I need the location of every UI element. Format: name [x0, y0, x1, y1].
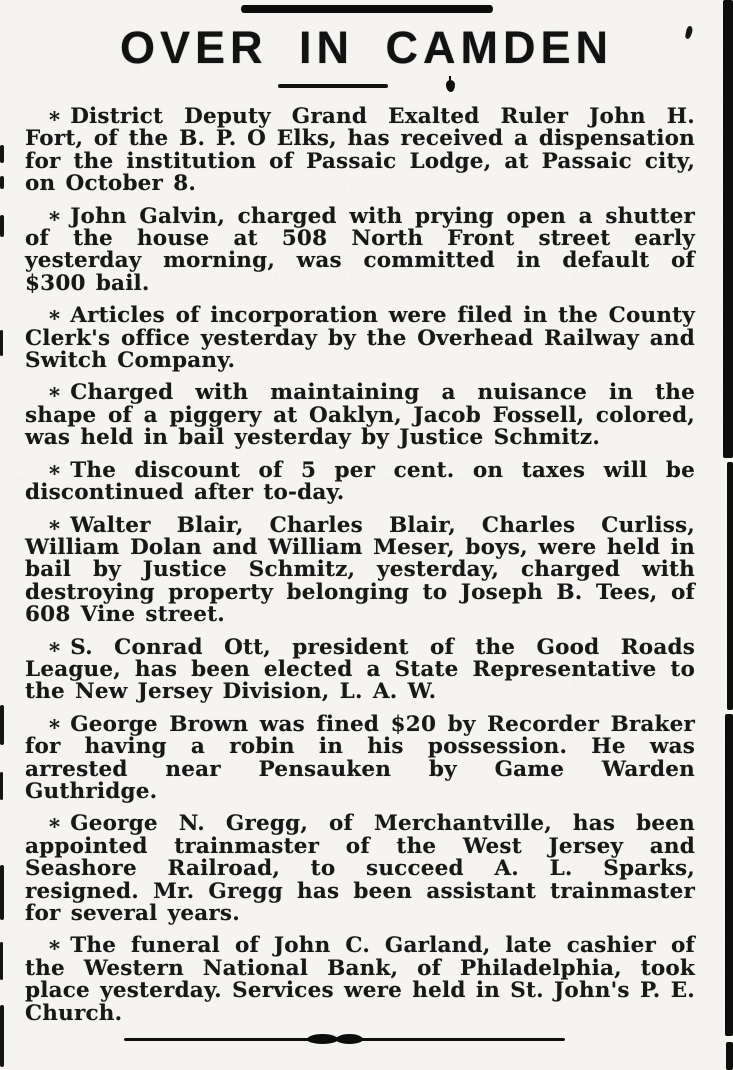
news-item	[25, 381, 695, 449]
item-marker: *	[49, 936, 61, 962]
news-item	[25, 812, 695, 925]
item-marker: *	[49, 515, 61, 541]
divider-line	[360, 1038, 565, 1041]
item-marker: *	[49, 814, 61, 840]
header-top-rule	[241, 5, 493, 13]
column-rule-right	[727, 462, 733, 710]
page-title: OVER IN CAMDEN	[119, 22, 614, 73]
news-item	[25, 713, 695, 804]
news-item	[25, 105, 695, 196]
news-item	[25, 205, 695, 296]
scan-artifact	[0, 1005, 4, 1067]
column-rule-right	[725, 714, 733, 1036]
news-item-text: John Galvin, charged with prying open a shutter of the house at 508 North Front street early yesterday morning, was committed in default of $300 bail.	[25, 203, 695, 296]
scan-artifact	[0, 330, 3, 356]
scan-artifact	[0, 942, 3, 980]
ornament-leaf-icon	[307, 1034, 338, 1044]
column-rule-right	[726, 1042, 733, 1070]
scan-artifact	[0, 705, 4, 745]
news-item-text: S. Conrad Ott, president of the Good Roads League, has been elected a State Representative to the New Jersey Division, L. A. W.	[25, 634, 695, 705]
news-column	[0, 93, 733, 1025]
news-item-text: District Deputy Grand Exalted Ruler John H. Fort, of the B. P. O Elks, has received a dispensation for the institution of Passaic Lodge, at Passaic city, on October 8.	[25, 104, 695, 197]
scan-artifact	[0, 772, 3, 800]
item-marker: *	[49, 637, 61, 663]
article-header	[0, 0, 733, 93]
item-marker: *	[49, 206, 61, 232]
news-item	[25, 459, 695, 505]
header-sub-rule	[278, 84, 388, 88]
news-item-text: George Brown was fined $20 by Recorder Braker for having a robin in his possession. He was arrested near Pensauken by Game Warden Guthridge.	[25, 711, 695, 804]
ornament-leaf-icon	[336, 1034, 363, 1044]
news-item-text: Charged with maintaining a nuisance in the shape of a piggery at Oaklyn, Jacob Fossell, colored, was held in bail yesterday by Justice Schmitz.	[25, 380, 695, 451]
scan-artifact	[0, 176, 4, 189]
news-item	[25, 304, 695, 372]
news-item	[25, 636, 695, 704]
news-item	[25, 934, 695, 1025]
news-item-text: Articles of incorporation were filed in the County Clerk's office yesterday by the Overhead Railway and Switch Company.	[25, 303, 695, 374]
ornament-dot-icon	[446, 80, 455, 92]
bottom-divider	[124, 1034, 569, 1044]
item-marker: *	[49, 460, 61, 486]
news-item-text: George N. Gregg, of Merchantville, has been appointed trainmaster of the West Jersey and Seashore Railroad, to succeed A. L. Sparks, resigned. Mr. Gregg has been assistant trainmaster for several years.	[25, 811, 695, 926]
item-marker: *	[49, 714, 61, 740]
scan-artifact	[0, 145, 4, 163]
header-sub-rule-row	[0, 79, 733, 93]
news-item-text: The funeral of John C. Garland, late cashier of the Western National Bank, of Philadelphia, took place yesterday. Services were held in St. John's P. E. Church.	[25, 933, 695, 1026]
news-item-text: Walter Blair, Charles Blair, Charles Curliss, William Dolan and William Meser, boys, were held in bail by Justice Schmitz, yesterday, charged with destroying property belonging to Joseph B. Tees, of 608 Vine street.	[25, 512, 695, 628]
item-marker: *	[49, 107, 61, 132]
scan-artifact	[0, 215, 4, 237]
scan-artifact	[0, 865, 4, 920]
item-marker: *	[49, 383, 61, 409]
item-marker: *	[49, 306, 61, 332]
news-item	[25, 514, 695, 627]
divider-line	[124, 1038, 310, 1041]
news-item-text: The discount of 5 per cent. on taxes will be discontinued after to-day.	[25, 457, 695, 506]
